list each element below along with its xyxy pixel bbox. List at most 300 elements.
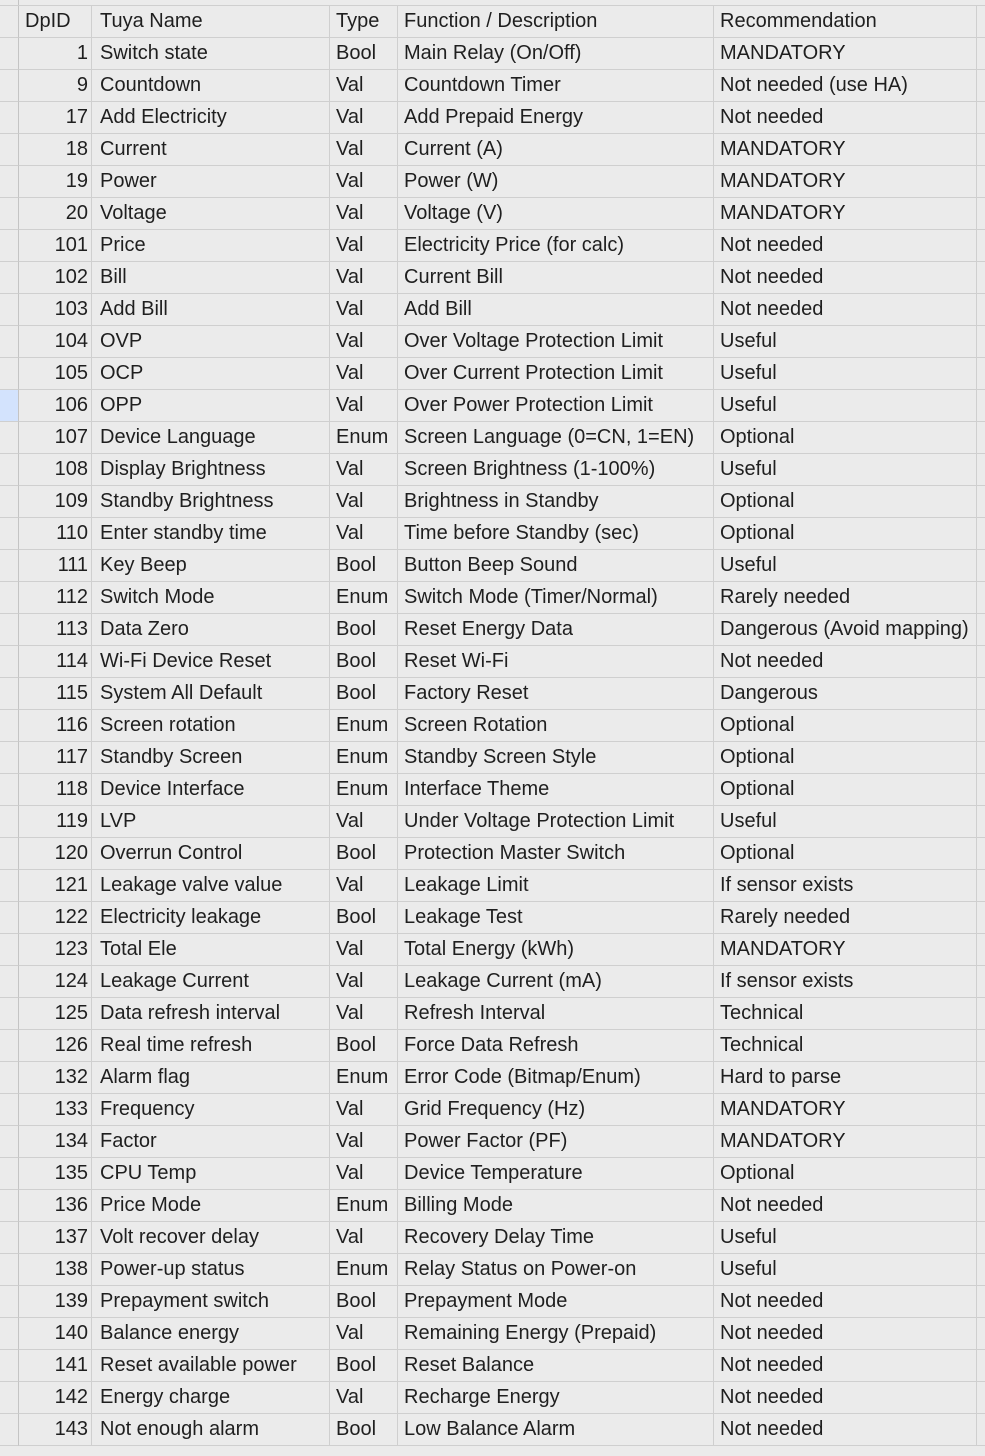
cell-type[interactable]: Bool bbox=[330, 646, 398, 678]
cell-function[interactable]: Screen Brightness (1-100%) bbox=[398, 454, 714, 486]
row-header[interactable] bbox=[0, 1062, 19, 1094]
cell-function[interactable]: Add Prepaid Energy bbox=[398, 102, 714, 134]
cell-dpid[interactable]: 132 bbox=[19, 1062, 92, 1094]
empty-cell[interactable] bbox=[977, 102, 985, 134]
row-header[interactable] bbox=[0, 1158, 19, 1190]
row-header[interactable] bbox=[0, 1126, 19, 1158]
empty-cell[interactable] bbox=[977, 454, 985, 486]
cell-type[interactable]: Val bbox=[330, 1318, 398, 1350]
cell-type[interactable]: Bool bbox=[330, 1414, 398, 1446]
header-tuya-name[interactable]: Tuya Name bbox=[92, 6, 330, 38]
cell-function[interactable]: Over Voltage Protection Limit bbox=[398, 326, 714, 358]
row-header[interactable] bbox=[0, 326, 19, 358]
cell-function[interactable]: Grid Frequency (Hz) bbox=[398, 1094, 714, 1126]
cell-dpid[interactable]: 1 bbox=[19, 38, 92, 70]
cell-recommendation[interactable]: Dangerous (Avoid mapping) bbox=[714, 614, 977, 646]
cell-tuya-name[interactable]: Frequency bbox=[92, 1094, 330, 1126]
empty-cell[interactable] bbox=[977, 166, 985, 198]
row-header[interactable] bbox=[0, 1222, 19, 1254]
cell-recommendation[interactable]: Useful bbox=[714, 358, 977, 390]
cell-type[interactable]: Val bbox=[330, 1126, 398, 1158]
cell-function[interactable]: Low Balance Alarm bbox=[398, 1414, 714, 1446]
row-header[interactable] bbox=[0, 998, 19, 1030]
cell-recommendation[interactable]: MANDATORY bbox=[714, 1094, 977, 1126]
cell-function[interactable]: Remaining Energy (Prepaid) bbox=[398, 1318, 714, 1350]
row-header[interactable] bbox=[0, 1382, 19, 1414]
empty-cell[interactable] bbox=[977, 1030, 985, 1062]
cell-tuya-name[interactable]: Electricity leakage bbox=[92, 902, 330, 934]
cell-recommendation[interactable]: Useful bbox=[714, 1254, 977, 1286]
cell-dpid[interactable]: 136 bbox=[19, 1190, 92, 1222]
row-header[interactable] bbox=[0, 1414, 19, 1446]
cell-dpid[interactable]: 18 bbox=[19, 134, 92, 166]
cell-tuya-name[interactable]: Factor bbox=[92, 1126, 330, 1158]
row-header[interactable] bbox=[0, 1094, 19, 1126]
empty-cell[interactable] bbox=[977, 1094, 985, 1126]
cell-function[interactable]: Under Voltage Protection Limit bbox=[398, 806, 714, 838]
cell-dpid[interactable]: 138 bbox=[19, 1254, 92, 1286]
empty-cell[interactable] bbox=[977, 646, 985, 678]
cell-type[interactable]: Val bbox=[330, 262, 398, 294]
cell-function[interactable]: Add Bill bbox=[398, 294, 714, 326]
cell-tuya-name[interactable]: LVP bbox=[92, 806, 330, 838]
row-header[interactable] bbox=[0, 486, 19, 518]
empty-cell[interactable] bbox=[977, 134, 985, 166]
row-header[interactable] bbox=[0, 1190, 19, 1222]
cell-dpid[interactable]: 115 bbox=[19, 678, 92, 710]
cell-recommendation[interactable]: Not needed bbox=[714, 1286, 977, 1318]
cell-function[interactable]: Voltage (V) bbox=[398, 198, 714, 230]
row-header[interactable] bbox=[0, 390, 19, 422]
cell-dpid[interactable]: 141 bbox=[19, 1350, 92, 1382]
cell-dpid[interactable]: 126 bbox=[19, 1030, 92, 1062]
cell-dpid[interactable]: 118 bbox=[19, 774, 92, 806]
empty-cell[interactable] bbox=[977, 582, 985, 614]
cell-function[interactable]: Error Code (Bitmap/Enum) bbox=[398, 1062, 714, 1094]
cell-tuya-name[interactable]: CPU Temp bbox=[92, 1158, 330, 1190]
row-header[interactable] bbox=[0, 70, 19, 102]
cell-dpid[interactable]: 143 bbox=[19, 1414, 92, 1446]
cell-function[interactable]: Recovery Delay Time bbox=[398, 1222, 714, 1254]
cell-function[interactable]: Time before Standby (sec) bbox=[398, 518, 714, 550]
cell-type[interactable]: Val bbox=[330, 966, 398, 998]
cell-recommendation[interactable]: Not needed bbox=[714, 262, 977, 294]
cell-dpid[interactable]: 20 bbox=[19, 198, 92, 230]
cell-type[interactable]: Enum bbox=[330, 710, 398, 742]
empty-cell[interactable] bbox=[977, 710, 985, 742]
cell-dpid[interactable]: 114 bbox=[19, 646, 92, 678]
cell-dpid[interactable]: 116 bbox=[19, 710, 92, 742]
empty-cell[interactable] bbox=[977, 38, 985, 70]
cell-tuya-name[interactable]: Energy charge bbox=[92, 1382, 330, 1414]
cell-type[interactable]: Bool bbox=[330, 550, 398, 582]
cell-function[interactable]: Electricity Price (for calc) bbox=[398, 230, 714, 262]
row-header[interactable] bbox=[0, 966, 19, 998]
row-header[interactable] bbox=[0, 1254, 19, 1286]
cell-recommendation[interactable]: Not needed bbox=[714, 1318, 977, 1350]
cell-function[interactable]: Power (W) bbox=[398, 166, 714, 198]
row-header[interactable] bbox=[0, 774, 19, 806]
cell-dpid[interactable]: 107 bbox=[19, 422, 92, 454]
empty-cell[interactable] bbox=[977, 358, 985, 390]
cell-function[interactable]: Reset Balance bbox=[398, 1350, 714, 1382]
row-header[interactable] bbox=[0, 518, 19, 550]
header-type[interactable]: Type bbox=[330, 6, 398, 38]
cell-recommendation[interactable]: Not needed bbox=[714, 102, 977, 134]
row-header[interactable] bbox=[0, 198, 19, 230]
header-recommendation[interactable]: Recommendation bbox=[714, 6, 977, 38]
empty-cell[interactable] bbox=[977, 518, 985, 550]
cell-recommendation[interactable]: Technical bbox=[714, 1030, 977, 1062]
empty-cell[interactable] bbox=[977, 1062, 985, 1094]
row-header[interactable] bbox=[0, 1030, 19, 1062]
empty-cell[interactable] bbox=[977, 774, 985, 806]
cell-type[interactable]: Enum bbox=[330, 422, 398, 454]
empty-cell[interactable] bbox=[977, 678, 985, 710]
cell-function[interactable]: Current (A) bbox=[398, 134, 714, 166]
cell-recommendation[interactable]: Not needed bbox=[714, 230, 977, 262]
cell-recommendation[interactable]: Optional bbox=[714, 486, 977, 518]
cell-type[interactable]: Val bbox=[330, 934, 398, 966]
row-header[interactable] bbox=[0, 294, 19, 326]
row-header[interactable] bbox=[0, 358, 19, 390]
cell-recommendation[interactable]: Useful bbox=[714, 326, 977, 358]
empty-cell[interactable] bbox=[977, 1382, 985, 1414]
cell-dpid[interactable]: 135 bbox=[19, 1158, 92, 1190]
cell-recommendation[interactable]: Not needed bbox=[714, 646, 977, 678]
cell-recommendation[interactable]: MANDATORY bbox=[714, 166, 977, 198]
cell-recommendation[interactable]: Useful bbox=[714, 1222, 977, 1254]
cell-type[interactable]: Val bbox=[330, 358, 398, 390]
empty-cell[interactable] bbox=[977, 294, 985, 326]
cell-tuya-name[interactable]: System All Default bbox=[92, 678, 330, 710]
cell-function[interactable]: Screen Rotation bbox=[398, 710, 714, 742]
cell-recommendation[interactable]: Optional bbox=[714, 774, 977, 806]
cell-function[interactable]: Switch Mode (Timer/Normal) bbox=[398, 582, 714, 614]
empty-cell[interactable] bbox=[977, 1318, 985, 1350]
cell-recommendation[interactable]: Useful bbox=[714, 390, 977, 422]
cell-function[interactable]: Main Relay (On/Off) bbox=[398, 38, 714, 70]
cell-function[interactable]: Button Beep Sound bbox=[398, 550, 714, 582]
row-header[interactable] bbox=[0, 582, 19, 614]
cell-dpid[interactable]: 139 bbox=[19, 1286, 92, 1318]
cell-tuya-name[interactable]: Alarm flag bbox=[92, 1062, 330, 1094]
cell-dpid[interactable]: 111 bbox=[19, 550, 92, 582]
cell-dpid[interactable]: 108 bbox=[19, 454, 92, 486]
cell-type[interactable]: Val bbox=[330, 1222, 398, 1254]
row-header[interactable] bbox=[0, 6, 19, 38]
cell-recommendation[interactable]: Useful bbox=[714, 550, 977, 582]
cell-dpid[interactable]: 142 bbox=[19, 1382, 92, 1414]
cell-recommendation[interactable]: Hard to parse bbox=[714, 1062, 977, 1094]
cell-type[interactable]: Val bbox=[330, 70, 398, 102]
cell-function[interactable]: Leakage Limit bbox=[398, 870, 714, 902]
cell-recommendation[interactable]: Not needed bbox=[714, 1414, 977, 1446]
cell-function[interactable]: Protection Master Switch bbox=[398, 838, 714, 870]
cell-function[interactable]: Reset Wi-Fi bbox=[398, 646, 714, 678]
cell-function[interactable]: Relay Status on Power-on bbox=[398, 1254, 714, 1286]
cell-tuya-name[interactable]: Power bbox=[92, 166, 330, 198]
cell-dpid[interactable]: 17 bbox=[19, 102, 92, 134]
cell-dpid[interactable]: 134 bbox=[19, 1126, 92, 1158]
cell-tuya-name[interactable]: Data Zero bbox=[92, 614, 330, 646]
cell-tuya-name[interactable]: Device Language bbox=[92, 422, 330, 454]
cell-function[interactable]: Screen Language (0=CN, 1=EN) bbox=[398, 422, 714, 454]
cell-tuya-name[interactable]: Screen rotation bbox=[92, 710, 330, 742]
cell-tuya-name[interactable]: Wi-Fi Device Reset bbox=[92, 646, 330, 678]
cell-function[interactable]: Leakage Current (mA) bbox=[398, 966, 714, 998]
empty-cell[interactable] bbox=[977, 1350, 985, 1382]
cell-recommendation[interactable]: MANDATORY bbox=[714, 198, 977, 230]
cell-recommendation[interactable]: MANDATORY bbox=[714, 38, 977, 70]
cell-recommendation[interactable]: Optional bbox=[714, 742, 977, 774]
cell-function[interactable]: Refresh Interval bbox=[398, 998, 714, 1030]
cell-type[interactable]: Val bbox=[330, 294, 398, 326]
cell-type[interactable]: Val bbox=[330, 870, 398, 902]
cell-tuya-name[interactable]: Display Brightness bbox=[92, 454, 330, 486]
cell-type[interactable]: Val bbox=[330, 198, 398, 230]
cell-recommendation[interactable]: MANDATORY bbox=[714, 1126, 977, 1158]
cell-recommendation[interactable]: Useful bbox=[714, 806, 977, 838]
cell-type[interactable]: Val bbox=[330, 518, 398, 550]
empty-cell[interactable] bbox=[977, 390, 985, 422]
empty-cell[interactable] bbox=[977, 998, 985, 1030]
row-header[interactable] bbox=[0, 422, 19, 454]
empty-cell[interactable] bbox=[977, 614, 985, 646]
row-header[interactable] bbox=[0, 102, 19, 134]
cell-type[interactable]: Enum bbox=[330, 1254, 398, 1286]
empty-cell[interactable] bbox=[977, 1126, 985, 1158]
empty-cell[interactable] bbox=[977, 1414, 985, 1446]
empty-cell[interactable] bbox=[977, 1286, 985, 1318]
empty-cell[interactable] bbox=[977, 1254, 985, 1286]
cell-recommendation[interactable]: Optional bbox=[714, 518, 977, 550]
empty-cell[interactable] bbox=[977, 1190, 985, 1222]
cell-dpid[interactable]: 123 bbox=[19, 934, 92, 966]
cell-tuya-name[interactable]: Price Mode bbox=[92, 1190, 330, 1222]
row-header[interactable] bbox=[0, 678, 19, 710]
cell-function[interactable]: Standby Screen Style bbox=[398, 742, 714, 774]
cell-dpid[interactable]: 102 bbox=[19, 262, 92, 294]
row-header[interactable] bbox=[0, 646, 19, 678]
cell-type[interactable]: Enum bbox=[330, 582, 398, 614]
cell-type[interactable]: Val bbox=[330, 454, 398, 486]
cell-dpid[interactable]: 137 bbox=[19, 1222, 92, 1254]
row-header[interactable] bbox=[0, 902, 19, 934]
cell-type[interactable]: Val bbox=[330, 102, 398, 134]
empty-cell[interactable] bbox=[977, 902, 985, 934]
cell-type[interactable]: Val bbox=[330, 486, 398, 518]
cell-type[interactable]: Val bbox=[330, 1094, 398, 1126]
cell-dpid[interactable]: 117 bbox=[19, 742, 92, 774]
cell-function[interactable]: Device Temperature bbox=[398, 1158, 714, 1190]
cell-function[interactable]: Countdown Timer bbox=[398, 70, 714, 102]
empty-cell[interactable] bbox=[977, 6, 985, 38]
cell-tuya-name[interactable]: Overrun Control bbox=[92, 838, 330, 870]
cell-dpid[interactable]: 125 bbox=[19, 998, 92, 1030]
empty-cell[interactable] bbox=[977, 422, 985, 454]
cell-dpid[interactable]: 110 bbox=[19, 518, 92, 550]
cell-type[interactable]: Bool bbox=[330, 614, 398, 646]
empty-cell[interactable] bbox=[977, 934, 985, 966]
row-header[interactable] bbox=[0, 934, 19, 966]
cell-dpid[interactable]: 133 bbox=[19, 1094, 92, 1126]
empty-cell[interactable] bbox=[977, 198, 985, 230]
cell-function[interactable]: Reset Energy Data bbox=[398, 614, 714, 646]
cell-tuya-name[interactable]: Volt recover delay bbox=[92, 1222, 330, 1254]
cell-recommendation[interactable]: Rarely needed bbox=[714, 582, 977, 614]
empty-cell[interactable] bbox=[977, 1158, 985, 1190]
cell-function[interactable]: Force Data Refresh bbox=[398, 1030, 714, 1062]
cell-type[interactable]: Bool bbox=[330, 678, 398, 710]
cell-type[interactable]: Val bbox=[330, 998, 398, 1030]
cell-type[interactable]: Enum bbox=[330, 774, 398, 806]
cell-tuya-name[interactable]: Enter standby time bbox=[92, 518, 330, 550]
cell-dpid[interactable]: 103 bbox=[19, 294, 92, 326]
cell-tuya-name[interactable]: Price bbox=[92, 230, 330, 262]
row-header[interactable] bbox=[0, 230, 19, 262]
cell-function[interactable]: Leakage Test bbox=[398, 902, 714, 934]
cell-recommendation[interactable]: Optional bbox=[714, 422, 977, 454]
cell-function[interactable]: Power Factor (PF) bbox=[398, 1126, 714, 1158]
cell-tuya-name[interactable]: Switch state bbox=[92, 38, 330, 70]
cell-tuya-name[interactable]: OCP bbox=[92, 358, 330, 390]
cell-tuya-name[interactable]: Device Interface bbox=[92, 774, 330, 806]
empty-cell[interactable] bbox=[977, 262, 985, 294]
cell-recommendation[interactable]: Not needed bbox=[714, 1382, 977, 1414]
cell-dpid[interactable]: 112 bbox=[19, 582, 92, 614]
cell-recommendation[interactable]: If sensor exists bbox=[714, 966, 977, 998]
cell-function[interactable]: Interface Theme bbox=[398, 774, 714, 806]
cell-dpid[interactable]: 120 bbox=[19, 838, 92, 870]
cell-tuya-name[interactable]: Leakage valve value bbox=[92, 870, 330, 902]
cell-recommendation[interactable]: Optional bbox=[714, 838, 977, 870]
cell-type[interactable]: Val bbox=[330, 1382, 398, 1414]
row-header[interactable] bbox=[0, 262, 19, 294]
cell-function[interactable]: Factory Reset bbox=[398, 678, 714, 710]
empty-cell[interactable] bbox=[977, 966, 985, 998]
row-header[interactable] bbox=[0, 1350, 19, 1382]
cell-tuya-name[interactable]: Key Beep bbox=[92, 550, 330, 582]
cell-type[interactable]: Val bbox=[330, 134, 398, 166]
cell-type[interactable]: Enum bbox=[330, 1062, 398, 1094]
cell-dpid[interactable]: 121 bbox=[19, 870, 92, 902]
cell-type[interactable]: Bool bbox=[330, 1286, 398, 1318]
empty-cell[interactable] bbox=[977, 326, 985, 358]
cell-function[interactable]: Current Bill bbox=[398, 262, 714, 294]
cell-dpid[interactable]: 124 bbox=[19, 966, 92, 998]
cell-dpid[interactable]: 119 bbox=[19, 806, 92, 838]
cell-recommendation[interactable]: Not needed bbox=[714, 1190, 977, 1222]
cell-recommendation[interactable]: Optional bbox=[714, 710, 977, 742]
cell-recommendation[interactable]: MANDATORY bbox=[714, 934, 977, 966]
cell-type[interactable]: Bool bbox=[330, 1350, 398, 1382]
cell-type[interactable]: Bool bbox=[330, 902, 398, 934]
cell-function[interactable]: Billing Mode bbox=[398, 1190, 714, 1222]
empty-cell[interactable] bbox=[977, 742, 985, 774]
empty-cell[interactable] bbox=[977, 550, 985, 582]
cell-type[interactable]: Enum bbox=[330, 742, 398, 774]
empty-cell[interactable] bbox=[977, 70, 985, 102]
empty-cell[interactable] bbox=[977, 230, 985, 262]
cell-tuya-name[interactable]: Prepayment switch bbox=[92, 1286, 330, 1318]
cell-function[interactable]: Over Current Protection Limit bbox=[398, 358, 714, 390]
cell-function[interactable]: Recharge Energy bbox=[398, 1382, 714, 1414]
cell-tuya-name[interactable]: Balance energy bbox=[92, 1318, 330, 1350]
cell-recommendation[interactable]: Not needed bbox=[714, 294, 977, 326]
cell-tuya-name[interactable]: Standby Brightness bbox=[92, 486, 330, 518]
cell-recommendation[interactable]: MANDATORY bbox=[714, 134, 977, 166]
cell-recommendation[interactable]: Useful bbox=[714, 454, 977, 486]
cell-dpid[interactable]: 106 bbox=[19, 390, 92, 422]
cell-tuya-name[interactable]: Current bbox=[92, 134, 330, 166]
cell-function[interactable]: Total Energy (kWh) bbox=[398, 934, 714, 966]
cell-dpid[interactable]: 109 bbox=[19, 486, 92, 518]
row-header[interactable] bbox=[0, 1286, 19, 1318]
cell-type[interactable]: Val bbox=[330, 230, 398, 262]
cell-type[interactable]: Val bbox=[330, 1158, 398, 1190]
row-header[interactable] bbox=[0, 838, 19, 870]
cell-dpid[interactable]: 19 bbox=[19, 166, 92, 198]
row-header[interactable] bbox=[0, 166, 19, 198]
cell-function[interactable]: Brightness in Standby bbox=[398, 486, 714, 518]
empty-cell[interactable] bbox=[977, 806, 985, 838]
row-header[interactable] bbox=[0, 710, 19, 742]
cell-function[interactable]: Prepayment Mode bbox=[398, 1286, 714, 1318]
cell-tuya-name[interactable]: Total Ele bbox=[92, 934, 330, 966]
cell-recommendation[interactable]: Rarely needed bbox=[714, 902, 977, 934]
cell-tuya-name[interactable]: Switch Mode bbox=[92, 582, 330, 614]
cell-type[interactable]: Val bbox=[330, 166, 398, 198]
cell-tuya-name[interactable]: Power-up status bbox=[92, 1254, 330, 1286]
cell-tuya-name[interactable]: Add Electricity bbox=[92, 102, 330, 134]
cell-tuya-name[interactable]: Not enough alarm bbox=[92, 1414, 330, 1446]
cell-recommendation[interactable]: If sensor exists bbox=[714, 870, 977, 902]
cell-type[interactable]: Val bbox=[330, 326, 398, 358]
row-header[interactable] bbox=[0, 742, 19, 774]
cell-recommendation[interactable]: Dangerous bbox=[714, 678, 977, 710]
header-dpid[interactable]: DpID bbox=[19, 6, 92, 38]
cell-function[interactable]: Over Power Protection Limit bbox=[398, 390, 714, 422]
cell-type[interactable]: Bool bbox=[330, 1030, 398, 1062]
row-header[interactable] bbox=[0, 806, 19, 838]
row-header[interactable] bbox=[0, 134, 19, 166]
row-header[interactable] bbox=[0, 870, 19, 902]
empty-cell[interactable] bbox=[977, 486, 985, 518]
cell-recommendation[interactable]: Not needed bbox=[714, 1350, 977, 1382]
cell-tuya-name[interactable]: Countdown bbox=[92, 70, 330, 102]
cell-tuya-name[interactable]: Standby Screen bbox=[92, 742, 330, 774]
row-header[interactable] bbox=[0, 550, 19, 582]
cell-dpid[interactable]: 113 bbox=[19, 614, 92, 646]
cell-type[interactable]: Val bbox=[330, 806, 398, 838]
row-header[interactable] bbox=[0, 38, 19, 70]
cell-tuya-name[interactable]: Real time refresh bbox=[92, 1030, 330, 1062]
cell-tuya-name[interactable]: OPP bbox=[92, 390, 330, 422]
cell-dpid[interactable]: 105 bbox=[19, 358, 92, 390]
cell-tuya-name[interactable]: Data refresh interval bbox=[92, 998, 330, 1030]
cell-dpid[interactable]: 140 bbox=[19, 1318, 92, 1350]
cell-dpid[interactable]: 9 bbox=[19, 70, 92, 102]
cell-tuya-name[interactable]: Reset available power bbox=[92, 1350, 330, 1382]
cell-dpid[interactable]: 104 bbox=[19, 326, 92, 358]
cell-type[interactable]: Bool bbox=[330, 38, 398, 70]
cell-type[interactable]: Val bbox=[330, 390, 398, 422]
header-function[interactable]: Function / Description bbox=[398, 6, 714, 38]
cell-tuya-name[interactable]: Leakage Current bbox=[92, 966, 330, 998]
cell-type[interactable]: Bool bbox=[330, 838, 398, 870]
cell-recommendation[interactable]: Not needed (use HA) bbox=[714, 70, 977, 102]
